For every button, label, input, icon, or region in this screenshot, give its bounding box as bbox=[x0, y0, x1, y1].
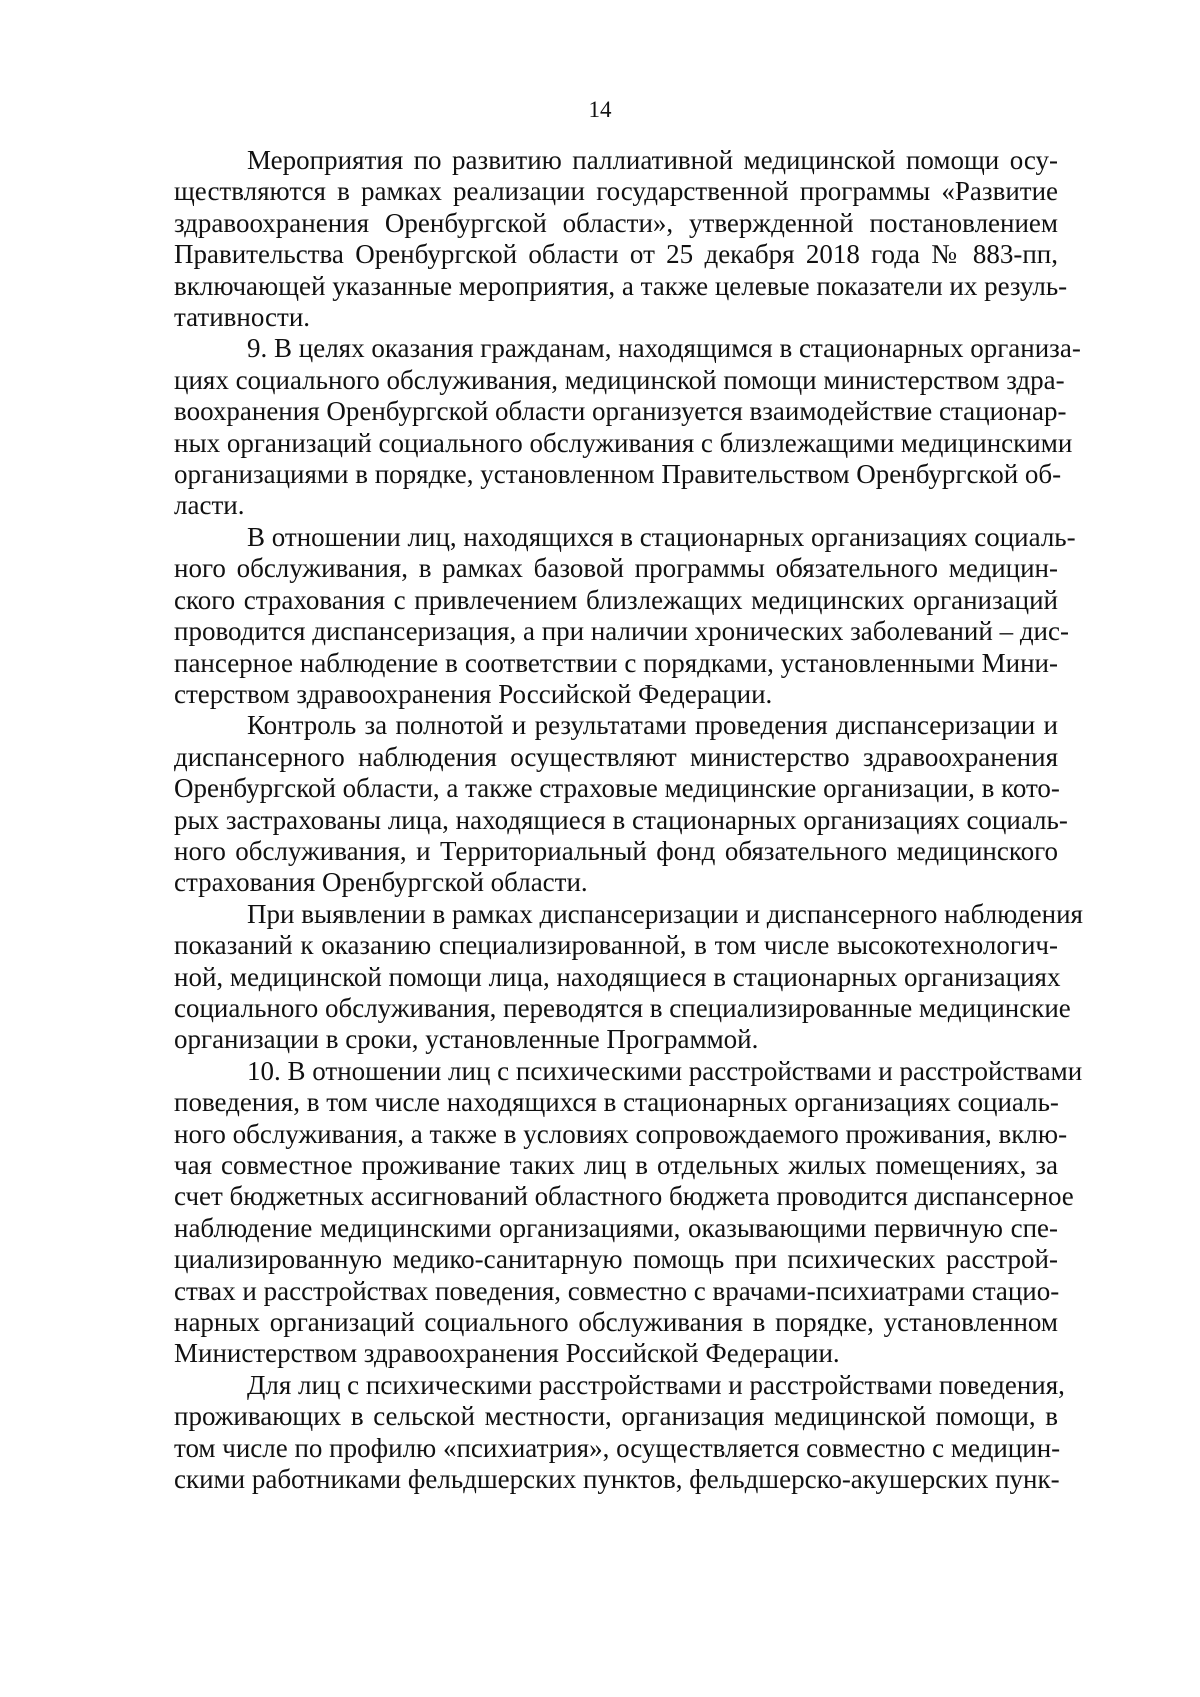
text-line: Контроль за полнотой и результатами проведения диспансеризации и bbox=[247, 710, 1058, 741]
text-line: воохранения Оренбургской области организуется взаимодействие стационар- bbox=[174, 396, 1067, 427]
text-line: ского страхования с привлечением близлежащих медицинских организаций bbox=[174, 584, 1058, 615]
text-line: циализированную медико-санитарную помощь при психических расстрой- bbox=[174, 1244, 1058, 1275]
text-line: ного обслуживания, в рамках базовой программы обязательного медицин- bbox=[174, 553, 1058, 584]
text-line: Для лиц с психическими расстройствами и расстройствами поведения, bbox=[247, 1369, 1065, 1400]
text-line: наблюдение медицинскими организациями, оказывающими первичную спе- bbox=[174, 1212, 1058, 1243]
text-line: скими работниками фельдшерских пунктов, фельдшерско-акушерских пунк- bbox=[174, 1464, 1060, 1495]
text-line: Министерством здравоохранения Российской Федерации. bbox=[174, 1338, 840, 1369]
paragraph bbox=[174, 1369, 1065, 1496]
text-line: диспансерного наблюдения осуществляют министерство здравоохранения bbox=[174, 741, 1058, 772]
text-line: 9. В целях оказания гражданам, находящимся в стационарных организа- bbox=[247, 333, 1081, 364]
text-line: ного обслуживания, и Территориальный фонд обязательного медицинского bbox=[174, 835, 1058, 866]
text-line: ных организаций социального обслуживания с близлежащими медицинскими bbox=[174, 427, 1073, 458]
paragraph bbox=[174, 710, 1068, 898]
text-line: Правительства Оренбургской области от 25 декабря 2018 года № 883-пп, bbox=[174, 239, 1058, 270]
text-line: ласти. bbox=[174, 490, 245, 521]
document-body bbox=[174, 145, 1083, 1495]
text-line: рых застрахованы лица, находящиеся в стационарных организациях социаль- bbox=[174, 804, 1068, 835]
text-line: тативности. bbox=[174, 302, 311, 333]
paragraph bbox=[174, 1055, 1083, 1370]
text-line: Мероприятия по развитию паллиативной медицинской помощи осу- bbox=[247, 145, 1058, 175]
paragraph bbox=[174, 145, 1068, 333]
text-line: счет бюджетных ассигнований областного бюджета проводится диспансерное bbox=[174, 1181, 1074, 1212]
text-line: организациями в порядке, установленном Правительством Оренбургской об- bbox=[174, 459, 1062, 490]
text-line: Оренбургской области, а также страховые медицинские организации, в кото- bbox=[174, 773, 1060, 804]
text-line: поведения, в том числе находящихся в стационарных организациях социаль- bbox=[174, 1087, 1059, 1118]
text-line: том числе по профилю «психиатрия», осуществляется совместно с медицин- bbox=[174, 1432, 1061, 1463]
text-line: пансерное наблюдение в соответствии с порядками, установленными Мини- bbox=[174, 647, 1058, 678]
text-line: 10. В отношении лиц с психическими расстройствами и расстройствами bbox=[247, 1055, 1083, 1086]
text-line: социального обслуживания, переводятся в специализированные медицинские bbox=[174, 992, 1071, 1023]
text-line: нарных организаций социального обслуживания в порядке, установленном bbox=[174, 1307, 1058, 1338]
text-line: стерством здравоохранения Российской Федерации. bbox=[174, 678, 773, 709]
text-line: проводится диспансеризация, а при наличии хронических заболеваний – дис- bbox=[174, 616, 1069, 647]
text-line: ной, медицинской помощи лица, находящиеся в стационарных организациях bbox=[174, 961, 1061, 992]
paragraph bbox=[174, 898, 1083, 1056]
paragraph bbox=[174, 333, 1081, 521]
text-line: организации в сроки, установленные Программой. bbox=[174, 1024, 759, 1055]
page-number: 14 bbox=[588, 97, 612, 122]
text-line: включающей указанные мероприятия, а также целевые показатели их резуль- bbox=[174, 270, 1068, 301]
paragraph bbox=[174, 521, 1076, 710]
text-line: ного обслуживания, а также в условиях сопровождаемого проживания, вклю- bbox=[174, 1118, 1068, 1149]
text-line: При выявлении в рамках диспансеризации и диспансерного наблюдения bbox=[247, 898, 1083, 929]
text-line: показаний к оказанию специализированной, в том числе высокотехнологич- bbox=[174, 930, 1058, 961]
text-line: чая совместное проживание таких лиц в отдельных жилых помещениях, за bbox=[174, 1150, 1058, 1180]
text-line: ществляются в рамках реализации государственной программы «Развитие bbox=[174, 176, 1058, 207]
text-line: здравоохранения Оренбургской области», утвержденной постановлением bbox=[174, 207, 1058, 238]
text-line: проживающих в сельской местности, организация медицинской помощи, в bbox=[174, 1401, 1058, 1432]
text-line: циях социального обслуживания, медицинской помощи министерством здра- bbox=[174, 364, 1065, 395]
text-line: В отношении лиц, находящихся в стационарных организациях социаль- bbox=[247, 521, 1076, 552]
text-line: ствах и расстройствах поведения, совместно с врачами-психиатрами стацио- bbox=[174, 1275, 1060, 1306]
text-line: страхования Оренбургской области. bbox=[174, 867, 588, 898]
